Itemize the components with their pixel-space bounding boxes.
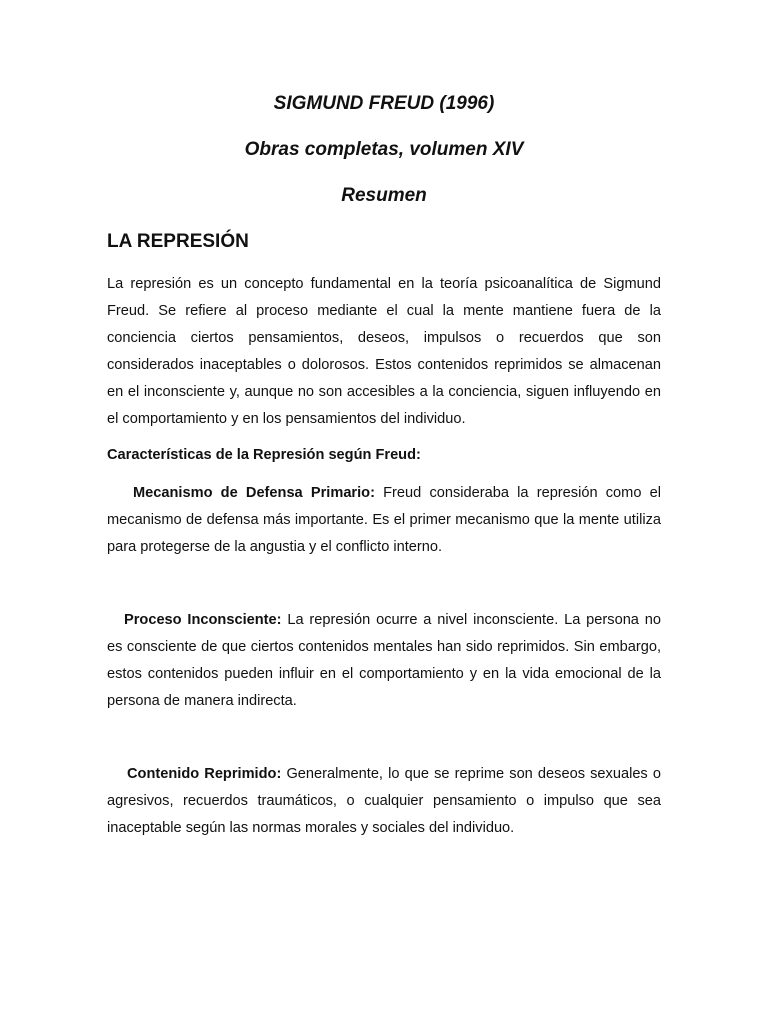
characteristic-text: Generalmente, lo que se reprime son deseos sexuales o agresivos, recuerdos traumáticos, o cualquier pensamiento o impulso que sea inaceptable según las normas morales y sociales del individuo. bbox=[107, 766, 661, 836]
intro-paragraph: La represión es un concepto fundamental en la teoría psicoanalítica de Sigmund Freud. Se refiere al proceso mediante el cual la mente mantiene fuera de la conciencia ciertos pensamientos, deseos, impulsos o recuerdos que son considerados inaceptables o dolorosos. Estos contenidos reprimidos se almacenan en el inconsciente y, aunque no son accesibles a la conciencia, siguen influyendo en el comportamiento y en los pensamientos del individuo. bbox=[107, 276, 661, 427]
characteristic-title: Proceso Inconsciente: bbox=[124, 612, 282, 628]
characteristic-text: La represión ocurre a nivel inconsciente. La persona no es consciente de que ciertos contenidos mentales han sido reprimidos. Sin embargo, estos contenidos pueden influir en el comportamiento y en la vida emocional de la persona de manera indirecta. bbox=[107, 612, 661, 709]
document-title: SIGMUND FREUD (1996) bbox=[273, 93, 495, 114]
characteristic-item bbox=[107, 607, 661, 715]
characteristic-item bbox=[107, 480, 661, 561]
section-heading: LA REPRESIÓN bbox=[107, 231, 249, 252]
characteristic-item bbox=[107, 761, 661, 842]
characteristic-title: Contenido Reprimido: bbox=[127, 766, 282, 782]
characteristic-title: Mecanismo de Defensa Primario: bbox=[133, 485, 375, 501]
summary-label: Resumen bbox=[341, 185, 427, 206]
characteristics-heading: Características de la Represión según Freud: bbox=[107, 447, 421, 463]
document-subtitle: Obras completas, volumen XIV bbox=[244, 139, 524, 160]
characteristic-text: Freud consideraba la represión como el mecanismo de defensa más importante. Es el primer mecanismo que la mente utiliza para protegerse de la angustia y el conflicto interno. bbox=[107, 485, 661, 555]
